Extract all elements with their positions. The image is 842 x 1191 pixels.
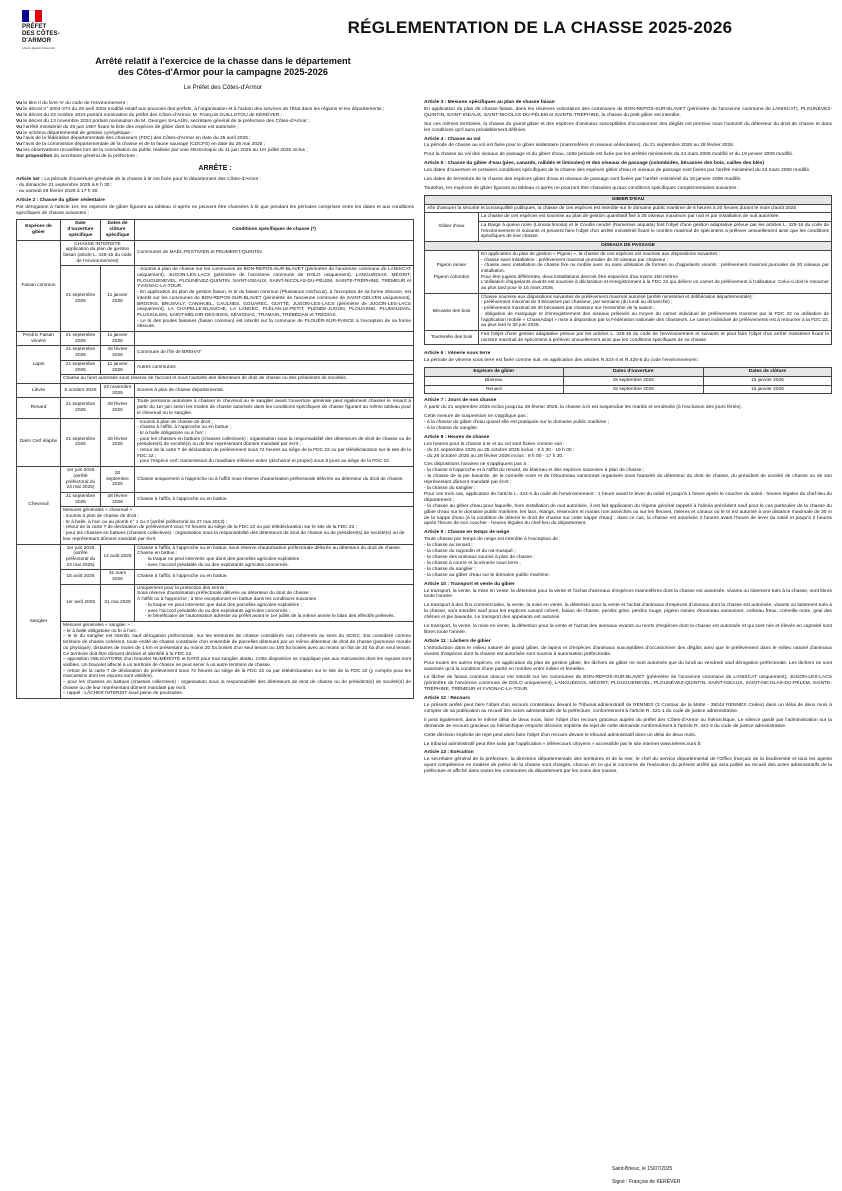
visa-line: Vu l'avis de la fédération départementale des chasseurs (FDC) des Côtes-d'Armor en date du 25 avril 2025 ;: [16, 136, 251, 142]
article-9-title: Article 9 : Chasse en temps de neige: [424, 530, 510, 536]
table-row: La Barge à queue noire (Limosa limosa) et le Courlis cendré (Numenius arquata) font l'objet d'une gestion adaptative prévue par les articles L. 425-16 du code de l'environnement et suivants et peuvent faire l'objet d'un arrêté ministériel fixant le nombre maximal de spécimens à prélever annuellement ainsi que les conditions spécifiques de leur chasse.: [425, 221, 832, 241]
left-column: [16, 101, 414, 699]
table-section-header: OISEAUX DE PASSAGE: [425, 242, 832, 251]
table-row: Faisan commun CHASSE INTERDITE application du plan de gestion faisan (article L. 425-15 du code de l'environnement) Communes de MAËL-PESTIVIEN et PEUMERIT-QUINTIN.: [17, 240, 414, 266]
visas-list: [16, 101, 414, 160]
table-row: Chevreuil 1er juin 2025 (arrêté préfectoral du 23 mai 2025) 20 septembre 2025 Chasse uniquement à l'approche ou à l'affût sous réserve d'autorisation préfectorale délivrée au détenteur du droit de chasse.: [17, 467, 414, 493]
table-row: Bécasse des bois Chasse soumise aux dispositions suivantes de prélèvement maximal autorisé (arrêté ministériel et délibération départementale) : - prélèvement maximal de 3 bécasses par chasseur, par semaine (du lundi au dimanche) ; - prélèvement maximal de 30 bécasses par chasseur sur l'ensemble de la saison ; - obligation de marquage et d'enregistrement des oiseaux prélevés au moyen du carnet individuel de prélèvements transmis par la FDC 22 ou utilisation de l'application mobile « ChassAdapt » mise à disposition par la Fédération nationale des chasseurs. Le carnet individuel de prélèvements est à retourner à la FDC 22, au plus tard le 30 juin 2026.: [425, 293, 832, 330]
visa-line: Vu le décret du 13 novembre 2024 portant nomination de M. Georges SALAÜN, secrétaire général de la préfecture des Côtes-d'Armor ;: [16, 118, 310, 124]
article-10-title: Article 10 : Transport et vente du gibier: [424, 581, 515, 587]
table-row: Sanglier 1er juin 2025 (arrêté préfectoral du 23 mai 2025) 14 août 2025 Chasse à l'affût, à l'approche ou en battue, sous réserve d'autorisation préfectorale délivrée au détenteur du droit de chasse. Chasse en battue : - la traque ne peut intervenir que dans des parcelles agricoles exploitées ; - avec l'accord préalable du ou des exploitants agricoles concernés.: [17, 544, 414, 570]
gibier-eau-table: [424, 195, 832, 345]
article-6-title: Article 6 : Vénerie sous terre: [424, 351, 491, 357]
table-row: Afin d'assurer la sécurité et la tranquillité publiques, la chasse de ces espèces est interdite sur le domaine public maritime de 8 heures à 20 heures durant le mois d'août 2025: [425, 204, 832, 213]
table-row: Pigeon ramier Pigeon colombin En application du plan de gestion « Pigeon », la chasse de ces espèces est soumise aux dispositions suivantes : - chasse sans installation : prélèvement maximal journalier de 20 oiseaux par chasseur ; - chasse avec installation de chasse fixe ou mobile avec ou sans utilisation de formes ou d'appelants vivants : prélèvement maximal journalier de 20 oiseaux par installation. Pour être jugées différentes, deux installations devront être espacées d'au moins 150 mètres. L'utilisation d'appelants vivants est soumise à déclaration et enregistrement à la FDC 22 qui délivre un carnet de prélèvement à l'utilisateur. Celui-ci doit le retourner au plus tard pour le 15 mars 2026.: [425, 250, 832, 293]
signature-name: Signé : François de KERÉVER: [612, 1179, 681, 1185]
visa-line: Vu l'avis de la commission départementale de la chasse et de la faune sauvage (CDCFS) en date du 26 mai 2025 ;: [16, 142, 266, 148]
prefecture-logo: [22, 10, 72, 51]
table-row: Gibier d'eau La chasse de ces espèces est soumise au plan de gestion quantitatif fixé à 25 oiseaux maximum par nuit et par installation de nuit autorisée.: [425, 213, 832, 222]
visa-line: Vu le titre II du livre IV du code de l'environnement ;: [16, 101, 128, 106]
article-3-title: Article 3 : Mesures spécifiques au plan de chasse faisan: [424, 100, 555, 105]
logo-devise: Liberté Égalité Fraternité: [22, 46, 55, 50]
visa-line: Vu les observations recueillies lors de la consultation du public réalisée par voie électronique du 11 juin 2025 au 1er juillet 2025 inclus ;: [16, 148, 308, 154]
venerie-table: [424, 367, 832, 394]
article-2-text: Par dérogation à l'article 1er, les espèces de gibier figurant au tableau ci-après ne peuvent être chassées à tir que pendant les périodes comprises entre les dates et aux conditions spécifiques de chasse suivantes :: [16, 204, 414, 216]
table-row: Renard 15 septembre 2025 15 janvier 2026: [425, 385, 832, 394]
table-row: Perdrix Faisan vénéré 21 septembre 2025 11 janvier 2026: [17, 332, 414, 346]
article-11-title: Article 11 : Lâchers de gibier: [424, 638, 491, 644]
table-row: Blaireau 15 septembre 2025 15 janvier 2026: [425, 376, 832, 385]
visa-line: Sur proposition du secrétaire général de la préfecture ;: [16, 154, 138, 160]
article-2-title: Article 2 : Chasse du gibier sédentaire: [16, 197, 105, 203]
prefet-line: Le Préfet des Côtes-d'Armor: [183, 84, 263, 91]
table-row: Renard 21 septembre 2025 28 février 2026 Toute personne autorisée à chasser le chevreuil ou le sanglier avant l'ouverture générale peut également chasser le renard à partir du 1er juin selon les modes de chasse autorisés dans les conditions spécifiques de chasse figurant au même tableau pour le chevreuil ou le sanglier.: [17, 398, 414, 418]
marianne-flag-icon: [22, 10, 42, 22]
article-5-title: Article 5 : Chasse du gibier d'eau (pies, canards, rallidés et limicoles) et des oiseaux de passage (colombidés, bécasses des bois, cailles des blés): [424, 161, 765, 167]
table-row: 21 septembre 2025 28 février 2026 Chasse à l'affût, à l'approche ou en battue.: [17, 492, 414, 506]
arrete-heading: Arrêté relatif à l'exercice de la chasse dans le département des Côtes-d'Armor pour la campagne 2025-2026: [95, 56, 351, 77]
article-1: Article 1er : La période d'ouverture générale de la chasse à tir est fixée pour le département des Côtes-d'Armor : - du dimanche 21 septembre 2025 à 8 h 30 ; - au samedi 28 février 2026 à 17 h 30.: [16, 176, 262, 194]
table-row: Tourterelle des bois Fait l'objet d'une gestion adaptative prévue par les articles L. 425-16 du code de l'environnement et suivants et peut faire l'objet d'un arrêté ministériel fixant le nombre maximal de spécimens à prélever annuellement ainsi que les conditions spécifiques de sa chasse.: [425, 330, 832, 344]
logo-text: PRÉFET DES CÔTES- D'ARMOR: [22, 24, 60, 44]
table-row: Mesures générales « sanglier » : – tir à balle obligatoire ou tir à l'arc. – le tir du sanglier est interdit, sauf dérogation préfectorale, sur les territoires de chasse considérés non cohérents au sens du SDGC. Est considéré comme territoire de chasse cohérent, toute entité de chasse constituée d'un ensemble de parcelles détenues par un même détenteur de droit de chasse (personne morale ou physique), distantes de moins de 1 km et présentant au moins 20 ha boisés d'un seul tenant ou 100 ha boisés avec au moins un îlot de 20 ha d'un seul tenant. Ce territoire doit être dûment déclaré et identifié à la FDC 22. – apposition OBLIGATOIRE d'un bracelet NUMÉROTÉ et DATÉ pour tout sanglier abattu. Cette disposition ne s'applique pas aux marcassins dont les rayures sont visibles. Un bracelet affecté à un territoire de chasse ne peut servir à un autre territoire de chasse. – retour de la carte T de déclaration de prélèvement sous 72 heures au siège de la FDC 22 ou par télédéclaration sur le site de la FDC 22 (y compris pour les marcassins dont les rayures sont visibles). – pour les chasses en battues (chasses collectives) : organisation sous la responsabilité des détenteurs de droit de chasse ou de président(s) de société(s) de chasse ou de leur représentant dûment mandaté par écrit. – rappel : LÂCHER INTERDIT sous peine de poursuites.: [17, 622, 414, 699]
table-row: 21 septembre 2025 11 janvier 2026 Autres communes: [17, 360, 414, 374]
visa-line: Vu le décret n° 2004-374 du 29 avril 2004 modifié relatif aux pouvoirs des préfets, à l'organisation et à l'action des services de l'État dans les régions et les départements ;: [16, 106, 385, 112]
signature-place-date: Saint-Brieuc, le 15/07/2025: [612, 1166, 673, 1172]
gibier-sedentaire-table: [16, 219, 414, 699]
table-row: Lapin 21 septembre 2025 28 février 2026 Commune de l'île de BREHAT: [17, 346, 414, 360]
page-title: RÉGLEMENTATION DE LA CHASSE 2025-2026: [347, 18, 733, 37]
signature-block: [612, 1163, 680, 1189]
table-row: 1er avril 2026 31 mai 2026 Uniquement pour la protection des semis ; Sous réserve d'autorisation préfectorale délivrée au détenteur du droit de chasse ; À l'affût ou à l'approche ; à titre exceptionnel en battue dans les conditions suivantes : - la traque ne peut intervenir que dans des parcelles agricoles exploitées ; - avec l'accord préalable du ou des exploitants agricoles concernés ; - le bénéficiaire de l'autorisation adresse au préfet avant le 1er juillet de la même année le bilan des effectifs prélevés.: [17, 584, 414, 621]
table-row: Chasse au furet autorisée sous réserve de l'accord et sous l'autorité des détenteurs de droit de chasse ou des présidents de sociétés.: [17, 375, 414, 384]
article-7-title: Article 7 : Jours de non chasse: [424, 398, 497, 404]
table-header-row: Espèces de gibier Dates d'ouverture Dates de clôture: [425, 368, 832, 377]
article-8-title: Article 8 : Heures de chasse: [424, 434, 490, 440]
table-row: Mesures générales « chevreuil » : - soumis à plan de chasse de droit ; - tir à balle, à l'arc ou au plomb n° 1 ou 2 (arrêté préfectoral du 27 mai 2013) ; - retour de la carte T de déclaration de prélèvement sous 72 heures au siège de la FDC 22 ou par télédéclaration sur le site de la FDC 22 ; - pour les chasses en battues (chasses collectives) : organisation sous la responsabilité des détenteurs de droit de chasse ou de président(s) de société(s) ou de leur représentant dûment mandaté par écrit.: [17, 507, 414, 544]
visa-line: Vu le décret du 23 octobre 2024 portant nomination du préfet des Côtes-d'Armor, M. François GUILLOTOU de KÉRÉVER ;: [16, 112, 282, 118]
table-row: 15 août 2025 31 mars 2026 Chasse à l'affût, à l'approche ou en battue.: [17, 570, 414, 584]
arrete-word: ARRÊTE :: [198, 165, 232, 173]
visa-line: Vu le schéma départemental de gestion cynégétique ;: [16, 130, 133, 136]
table-row: 21 septembre 2025 11 janvier 2026 - Soumis à plan de chasse sur les communes de BON-REPOS-SUR-BLAVET (périmètre de l'ancienne commune de LANISCAT uniquement), JUGON-LES-LACS (périmètre de l'ancienne commune de DOLO uniquement), LANGUÉDIAS, MÉGRIT, PLOUGUENEVEL, PLOUNÉVEZ-QUINTIN, SAINT-IGEAUX, SAINT-NICOLAS-DU-PÉLEM, SAINTE-TRÉPHINE, TRÉMEUR et YVIGNAC-LA-TOUR. - En application du plan de gestion faisan, le tir du faisan commun (Phasianus colchicus), à l'exception de sa forme obscure, est interdit sur les communes de BON-REPOS-SUR-BLAVET (périmètre de l'ancienne commune de SAINT-GELVEN uniquement), BROONS, BRUSVILY, CANIHUEL, CAULNES, GOUAREC, GUITTÉ, JUGON-LES-LACS (périmètre de JUGON-LES-LACS uniquement), LA CHAPELLE-BLANCHE, LA LANDEC, PLÉLAN-LE-PETIT, PLÉNÉE-JUGON, PLOUASNE, PLUMAUDAN, PLUSSULIEN, SAINT-MÉLOIR-DES-BOIS, SÉVIGNAC, TRAMAIN, TRÉBÉDAN et TRÉDIAS. - Le tir des poules faisanes (faisan commun) est interdit sur la commune de PLOUËR-SUR-RANCE à l'exception de sa forme obscure.: [17, 266, 414, 332]
table-row: Lièvre 5 octobre 2025 23 novembre 2025 Soumis à plan de chasse départemental.: [17, 383, 414, 397]
right-column: Article 3 : Mesures spécifiques au plan de chasse faisan En application du plan de chasse faisan, dans les réserves volontaires des communes de BON-REPOS-SUR-BLAVET (périmètre de l'ancienne commune de LANISCAT), PLOUNÉVEZ-QUINTIN, SAINT-IGEAUX, SAINT-NICOLAS-DU-PÉLEM et SAINTE-TRÉPHINE, la chasse du petit gibier est interdite. Sur ces mêmes territoires, la chasse du grand gibier et des espèces d'animaux susceptibles d'occasionner des dégâts est permise sous l'autorité du détenteur du droit de chasse et dans les conditions qu'il aura préalablement définies. Article 4 : Chasse au vol La période de chasse au vol est fixée pour le gibier sédentaire (mammifères et oiseaux sédentaires), du 21 septembre 2025 au 28 février 2026. Pour la chasse au vol des oiseaux de passage et du gibier d'eau, cette période est fixée par les arrêtés ministériels du 24 mars 2006 modifié et du 19 janvier 2009 modifié. Article 5 : Chasse du gibier d'eau (pies, canards, rallidés et limicoles) et des oiseaux de passage (colombidés, bécasses des bois, cailles des blés) Les dates d'ouverture et certaines conditions spécifiques de la chasse des espèces gibier d'eau et oiseaux de passage sont fixées par l'arrêté ministériel du 24 mars 2006 modifié. Les dates de fermeture de la chasse des espèces gibier d'eau et oiseaux de passage sont fixées par l'arrêté ministériel du 19 janvier 2009 modifié. Toutefois, les espèces de gibier figurant au tableau ci-après ne pourront être chassées qu'aux conditions spécifiques complémentaires suivantes : GIBIER D'EAU Afin d'assurer la sécurité et la tranquillité publiques, la chasse de ces espèces est interdite sur le domaine public maritime de 8 heures à 20 heures durant le mois d'août 2025 Gibier d'eau La chasse de ces espèces est soumise au plan de gestion quantitatif fixé à 25 oiseaux maximum par nuit et par installation de nuit autorisée. La Barge à queue noire (Limosa limosa) et le Courlis cendré (Numenius arquata) font l'objet d'une gestion adaptative prévue par les articles L. 425-16 du code de l'environnement et suivants et peuvent faire l'objet d'un arrêté ministériel fixant le nombre maximal de spécimens à prélever annuellement ainsi que les conditions spécifiques de leur chasse. OISEAUX DE PASSAGE Pigeon ramier Pigeon colombin En application du plan de gestion « Pigeon », la chasse de ces espèces est soumise aux dispositions suivantes : - chasse sans installation : prélèvement maximal journalier de 20 oiseaux par chasseur ; - chasse avec installation de chasse fixe ou mobile avec ou sans utilisation de formes ou d'appelants vivants : prélèvement maximal journalier de 20 oiseaux par installation. Pour être jugées différentes, deux installations devront être espacées d'au moins 150 mètres. L'utilisation d'appelants vivants est soumise à déclaration et enregistrement à la FDC 22 qui délivre un carnet de prélèvement à l'utilisateur. Celui-ci doit le retourner au plus tard pour le 15 mars 2026. Bécasse des bois Chasse soumise aux dispositions suivantes de prélèvement maximal autorisé (arrêté ministériel et délibération départementale) : - prélèvement maximal de 3 bécasses par chasseur, par semaine (du lundi au dimanche) ; - prélèvement maximal de 30 bécasses par chasseur sur l'ensemble de la saison ; - obligation de marquage et d'enregistrement des oiseaux prélevés au moyen du carnet individuel de prélèvements transmis par la FDC 22 ou utilisation de l'application mobile « ChassAdapt » mise à disposition par la Fédération nationale des chasseurs. Le carnet individuel de prélèvements est à retourner à la FDC 22, au plus tard le 30 juin 2026. Tourterelle des bois Fait l'objet d'une gestion adaptative prévue par les articles L. 425-16 du code de l'environnement et suivants et peut faire l'objet d'un arrêté ministériel fixant le nombre maximal de spécimens à prélever annuellement ainsi que les conditions spécifiques de sa chasse. Article 6 : Vénerie sous terre La période de vénerie sous terre est fixée comme suit, en application des articles R.424-4 et R.425-6 du code l'environnement : Espèces de gibier Dates d'ouverture Dates de clôture Blaireau 15 septembre 2025 15 janvier 2026 Renard 15 septembre 2025 15 janvier 2026 Article 7 : Jours de non chasse À partir du 21 septembre 2025 inclus jusqu'au 28 février 2026, la chasse à tir est suspendue les mardis et vendredis (à l'exclusion des jours fériés). Cette mesure de suspension ne s'applique pas : - à la chasse du gibier d'eau quand elle est pratiquée sur le domaine public maritime ; - à la chasse du sanglier. Article 8 : Heures de chasse Les heures pour la chasse à tir et au vol sont fixées comme suit : - du 21 septembre 2025 au 25 octobre 2025 inclus : 8 h 30 - 19 h 00 ; - du 26 octobre 2025 au 28 février 2026 inclus : 9 h 00 - 17 h 30. Ces dispositions horaires ne s'appliquent pas à : - la chasse à l'approche et à l'affût du renard, du blaireau et des espèces soumises à plan de chasse ; - la chasse de la pie bavarde, de la corneille noire et de l'étourneau sansonnet organisée sous l'autorité du détenteur du droit de chasse, du président de société de chasse ou de son représentant dûment mandaté par écrit ; - la chasse du sanglier ; Pour ces trois cas, application de l'article L. 424-4 du code de l'environnement : 1 heure avant le lever du soleil et jusqu'à 1 heure après le coucher du soleil - heures légales du chef-lieu du département ; - la chasse au gibier d'eau pour laquelle, hors installation de nuit autorisée, il est fait application du régime général rappelé à l'alinéa précédent sauf pour le cas particulier de la chasse du gibier d'eau sur le domaine public maritime, les lacs, étangs, réservoirs et marais non asséchés ou sur les fleuves, rivières et canaux où le tir est autorisé à une distance maximale de 30 m de la nappe d'eau (à la condition de détenir le droit de chasse sur cette nappe d'eau) : dans ce cas, la chasse est autorisée 2 heures avant l'heure de lever du soleil et jusqu'à 2 heures après l'heure de son coucher - heures légales du chef-lieu du département. Article 9 : Chasse en temps de neige Toute chasse par temps de neige est interdite à l'exception de : - la chasse au renard ; - la chasse du ragondin et du rat musqué ; - la chasse des animaux soumis à plan de chasse ; - la chasse à courre et la vénerie sous terre ; - la chasse du sanglier ; - la chasse au gibier d'eau sur le domaine public maritime. Article 10 : Transport et vente du gibier Le transport, la vente, la mise en vente, la détention pour la vente et l'achat d'animaux d'espèces mammifères dont la chasse est autorisée, vivants ou loitement tués à la chasse, sont libres toute l'année. Le transport à des fins commerciales, la vente, la mise en vente, la détention pour la vente et l'achat d'animaux d'espèces d'oiseaux dont la chasse est autorisée, vivants ou loitement tués à la chasse, sont interdits sauf pour les espèces canard colvert, faisan de chasse, perdrix grise, perdrix rouge, pigeon ramier, étourneau sansonnet, corbeau freux, corneille noire, geai des chênes et pie bavarde. Le transport des appelants est autorisé. Le transport, la vente, la mise en vente, la détention pour la vente et l'achat des animaux vivants ou morts d'espèces dont la chasse est autorisée et qui sont nés et élevés en captivité sont libres toute l'année. Article 11 : Lâchers de gibier L'introduction dans le milieu naturel de grand gibier, de lapins et d'espèces d'animaux susceptibles d'occasionner des dégâts ainsi que le prélèvement dans le milieu naturel d'animaux vivants d'espèces dont la chasse est autorisée sont soumis à autorisation préfectorale. Pour toutes les autres espèces, en application du plan de gestion gibier, les lâchers de gibier ne sont autorisés que du lundi au vendredi sauf dérogation préfectorale. Les lâchers ne sont autorisés qu'à la condition d'une parité en nombre entre mâles et femelles. Le lâcher de faisan commun obscur est interdit sur les communes de BON-REPOS-SUR-BLAVET (périmètre de l'ancienne commune de LANISCAT uniquement), JUGON-LES-LACS (périmètre de l'ancienne commune de DOLO uniquement), LANGUÉDIAS, MÉGRIT, PLOUGUENEVEL, PLOUNÉVEZ-QUINTIN, SAINT-IGEAUX, SAINT-NICOLAS-DU-PÉLEM, SAINTE-TRÉPHINE, TRÉMEUR et YVIGNAC-LA-TOUR. Article 12 : Recours Le présent arrêté peut faire l'objet d'un recours contentieux devant le Tribunal administratif de RENNES (3 Contour de la Motte - 35044 RENNES Cedex) dans un délai de deux mois à compter de sa publication au recueil des actes administratifs de la préfecture, conformément à l'article R. 421-1 du code de justice administrative. Il peut également, dans le même délai de deux mois, faire l'objet d'un recours gracieux auprès du préfet des Côtes-d'Armor ou hiérarchique. Le silence gardé par l'administration sur la demande de recours gracieux ou hiérarchique emporte décision implicite de rejet de cette demande conformément à l'article R. 421-2 du code de justice administrative. Cette décision implicite de rejet peut alors faire l'objet d'un recours devant le tribunal administratif dans un délai de deux mois. Le tribunal administratif peut être saisi par l'application « télérecours citoyens » accessible par le site internet www.telerecours.fr. Article 13 : Exécution Le secrétaire général de la préfecture, la directrice départementale des territoires et de la mer, le chef du service départemental de l'Office français de la biodiversité et tous les agents ayant compétence en matière de police de la chasse sont chargés, chacun en ce qui le concerne de l'exécution du présent arrêté qui sera publié au recueil des actes administratifs de la préfecture et affiché dans toutes les communes du département par les soins des maires.: [424, 100, 832, 775]
visa-line: Vu l'arrêté ministériel du 26 juin 1987 fixant la liste des espèces de gibier dont la chasse est autorisée ;: [16, 124, 239, 130]
article-13-title: Article 13 : Exécution: [424, 750, 474, 756]
table-header-row: Espèces de gibier Date d'ouverture spécifique Dates de clôture spécifique Conditions spécifiques de chasse (*): [17, 220, 414, 240]
article-12-title: Article 12 : Recours: [424, 696, 470, 702]
article-4-title: Article 4 : Chasse au vol: [424, 136, 481, 142]
table-row: Daim Cerf élaphe 21 septembre 2025 28 février 2026 - soumis à plan de chasse de droit ; - chasse à l'affût, à l'approche ou en battue ; - tir à balle obligatoire ou à l'arc ; - pour les chasses en battues (chasses collectives) : organisation sous la responsabilité des détenteurs de droit de chasse ou de président(s) de société(s) ou de leur représentant dûment mandaté par écrit ; - retour de la carte T de déclaration de prélèvement sous 72 heures au siège de la FDC 22 ou par télédéclaration sur le site de la FDC 22 ; - pour l'espèce cerf, transmission du maxillaire inférieur entier (décharné et propre) sous 8 jours au siège de la FDC 22.: [17, 418, 414, 467]
table-section-header: GIBIER D'EAU: [425, 195, 832, 204]
